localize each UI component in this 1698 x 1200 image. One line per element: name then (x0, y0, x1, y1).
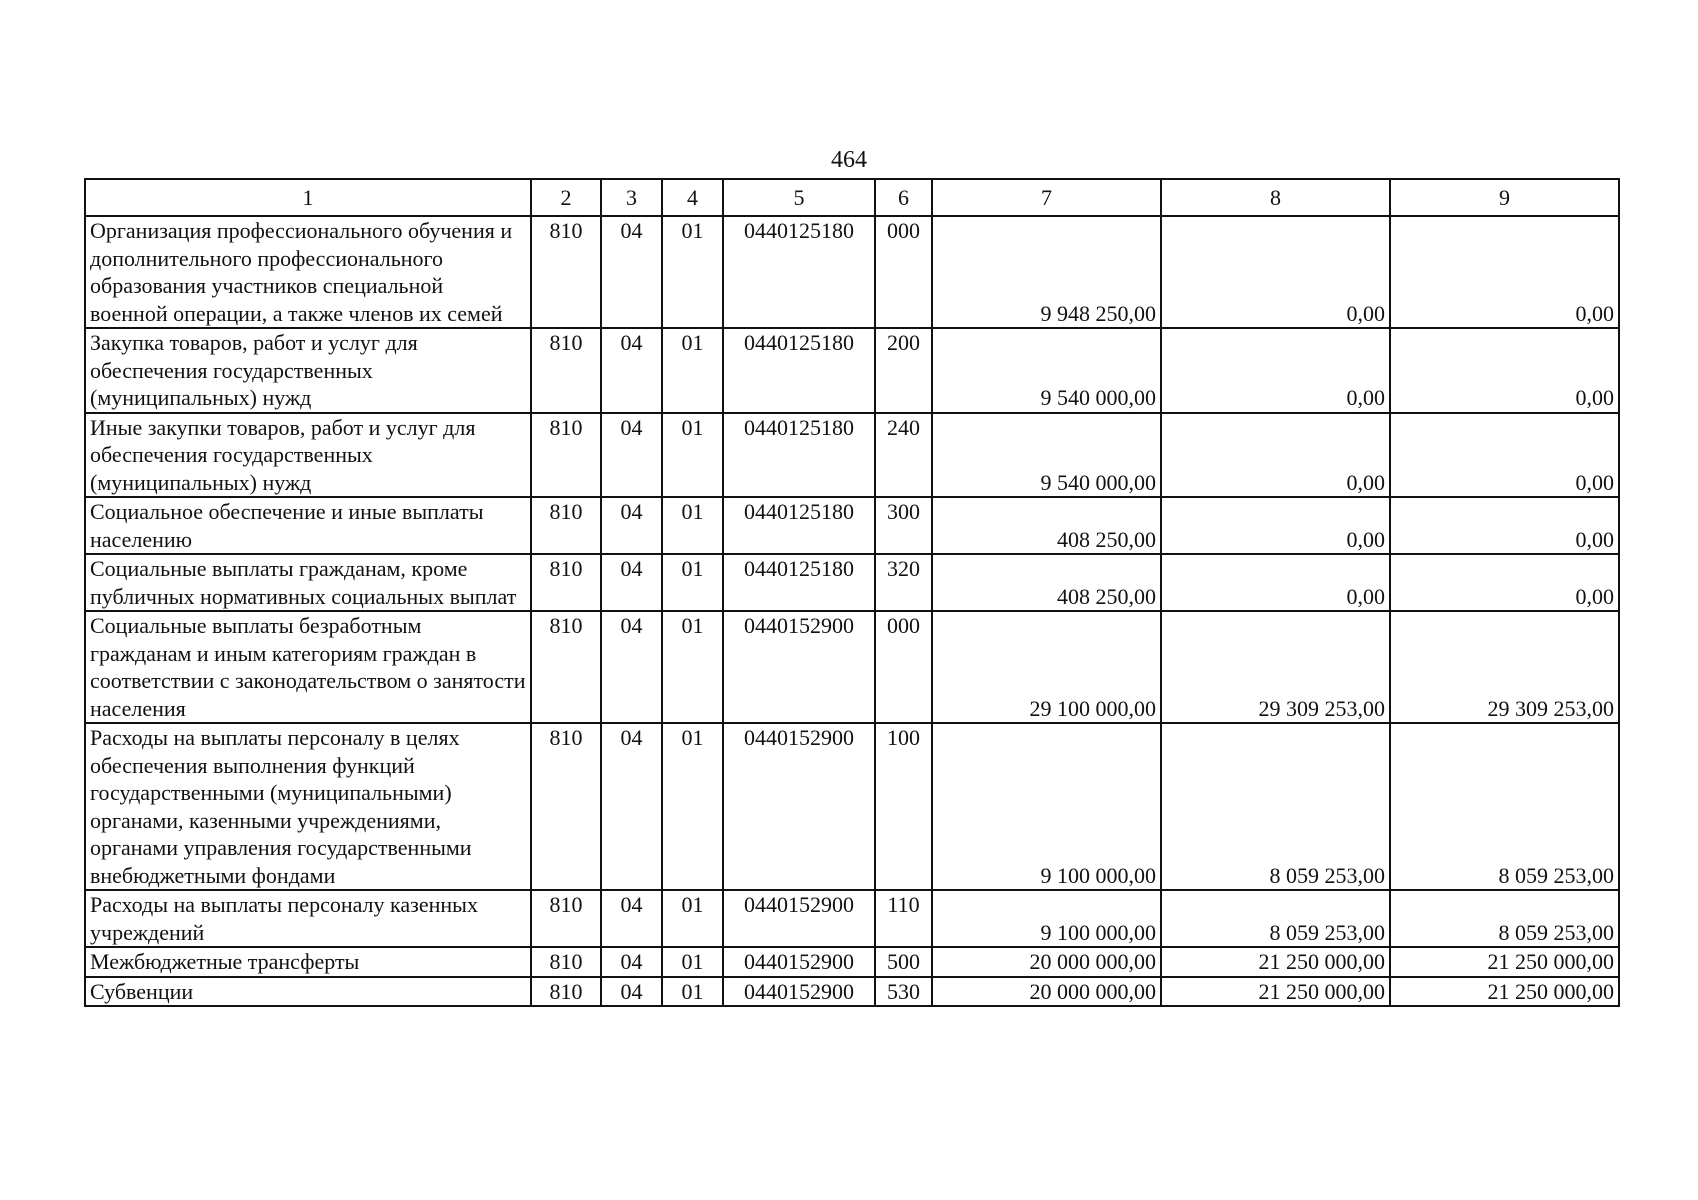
row-description: Социальные выплаты гражданам, кроме публичных нормативных социальных выплат (85, 554, 531, 611)
target-article-code: 0440152900 (723, 611, 875, 723)
subsection-code: 01 (662, 328, 723, 413)
expense-type-code: 110 (875, 890, 932, 947)
ministry-code: 810 (531, 413, 601, 498)
column-header: 5 (723, 179, 875, 216)
table-row (85, 723, 1619, 890)
subsection-code: 01 (662, 611, 723, 723)
subsection-code: 01 (662, 413, 723, 498)
amount-col7: 9 100 000,00 (932, 723, 1161, 890)
column-number-header-row (85, 179, 1619, 216)
section-code: 04 (601, 216, 662, 328)
subsection-code: 01 (662, 554, 723, 611)
row-description: Социальное обеспечение и иные выплаты населению (85, 497, 531, 554)
amount-col7: 408 250,00 (932, 497, 1161, 554)
table-row (85, 328, 1619, 413)
row-description: Социальные выплаты безработным гражданам и иным категориям граждан в соответствии с законодательством о занятости населения (85, 611, 531, 723)
section-code: 04 (601, 890, 662, 947)
section-code: 04 (601, 947, 662, 977)
expense-type-code: 000 (875, 216, 932, 328)
expense-type-code: 200 (875, 328, 932, 413)
amount-col9: 0,00 (1390, 554, 1619, 611)
ministry-code: 810 (531, 947, 601, 977)
subsection-code: 01 (662, 216, 723, 328)
amount-col7: 408 250,00 (932, 554, 1161, 611)
row-description: Расходы на выплаты персоналу казенных учреждений (85, 890, 531, 947)
amount-col8: 8 059 253,00 (1161, 723, 1390, 890)
amount-col8: 0,00 (1161, 216, 1390, 328)
ministry-code: 810 (531, 611, 601, 723)
amount-col9: 0,00 (1390, 497, 1619, 554)
table-row (85, 890, 1619, 947)
section-code: 04 (601, 413, 662, 498)
subsection-code: 01 (662, 977, 723, 1007)
expense-type-code: 530 (875, 977, 932, 1007)
expense-type-code: 300 (875, 497, 932, 554)
target-article-code: 0440125180 (723, 413, 875, 498)
amount-col8: 0,00 (1161, 413, 1390, 498)
expense-type-code: 100 (875, 723, 932, 890)
expense-type-code: 000 (875, 611, 932, 723)
amount-col9: 8 059 253,00 (1390, 723, 1619, 890)
row-description: Иные закупки товаров, работ и услуг для обеспечения государственных (муниципальных) нужд (85, 413, 531, 498)
column-header: 4 (662, 179, 723, 216)
subsection-code: 01 (662, 723, 723, 890)
expense-type-code: 320 (875, 554, 932, 611)
table-row (85, 413, 1619, 498)
ministry-code: 810 (531, 497, 601, 554)
ministry-code: 810 (531, 723, 601, 890)
section-code: 04 (601, 497, 662, 554)
target-article-code: 0440152900 (723, 723, 875, 890)
budget-table (84, 178, 1620, 1007)
section-code: 04 (601, 328, 662, 413)
amount-col9: 29 309 253,00 (1390, 611, 1619, 723)
subsection-code: 01 (662, 497, 723, 554)
amount-col9: 21 250 000,00 (1390, 947, 1619, 977)
column-header: 1 (85, 179, 531, 216)
target-article-code: 0440152900 (723, 947, 875, 977)
target-article-code: 0440152900 (723, 977, 875, 1007)
column-header: 8 (1161, 179, 1390, 216)
section-code: 04 (601, 611, 662, 723)
subsection-code: 01 (662, 890, 723, 947)
expense-type-code: 500 (875, 947, 932, 977)
column-header: 7 (932, 179, 1161, 216)
amount-col8: 0,00 (1161, 554, 1390, 611)
amount-col9: 0,00 (1390, 216, 1619, 328)
amount-col7: 9 948 250,00 (932, 216, 1161, 328)
table-row (85, 977, 1619, 1007)
amount-col9: 0,00 (1390, 413, 1619, 498)
target-article-code: 0440125180 (723, 216, 875, 328)
amount-col8: 8 059 253,00 (1161, 890, 1390, 947)
amount-col7: 9 540 000,00 (932, 328, 1161, 413)
amount-col9: 8 059 253,00 (1390, 890, 1619, 947)
amount-col7: 20 000 000,00 (932, 977, 1161, 1007)
table-row (85, 611, 1619, 723)
row-description: Межбюджетные трансферты (85, 947, 531, 977)
amount-col8: 0,00 (1161, 497, 1390, 554)
target-article-code: 0440125180 (723, 328, 875, 413)
ministry-code: 810 (531, 890, 601, 947)
section-code: 04 (601, 723, 662, 890)
amount-col8: 21 250 000,00 (1161, 977, 1390, 1007)
ministry-code: 810 (531, 554, 601, 611)
table-row (85, 497, 1619, 554)
column-header: 2 (531, 179, 601, 216)
page-number: 464 (831, 147, 867, 173)
amount-col8: 0,00 (1161, 328, 1390, 413)
table-row (85, 554, 1619, 611)
target-article-code: 0440152900 (723, 890, 875, 947)
row-description: Закупка товаров, работ и услуг для обеспечения государственных (муниципальных) нужд (85, 328, 531, 413)
column-header: 9 (1390, 179, 1619, 216)
row-description: Расходы на выплаты персоналу в целях обеспечения выполнения функций государственными (муниципальными) органами, казенными учреждениями, органами управления государственными внебюджетными фондами (85, 723, 531, 890)
row-description: Субвенции (85, 977, 531, 1007)
target-article-code: 0440125180 (723, 497, 875, 554)
table-row (85, 947, 1619, 977)
amount-col9: 21 250 000,00 (1390, 977, 1619, 1007)
amount-col7: 9 540 000,00 (932, 413, 1161, 498)
subsection-code: 01 (662, 947, 723, 977)
amount-col9: 0,00 (1390, 328, 1619, 413)
amount-col8: 21 250 000,00 (1161, 947, 1390, 977)
amount-col7: 9 100 000,00 (932, 890, 1161, 947)
expense-type-code: 240 (875, 413, 932, 498)
target-article-code: 0440125180 (723, 554, 875, 611)
ministry-code: 810 (531, 216, 601, 328)
table-row (85, 216, 1619, 328)
section-code: 04 (601, 977, 662, 1007)
ministry-code: 810 (531, 328, 601, 413)
amount-col8: 29 309 253,00 (1161, 611, 1390, 723)
column-header: 6 (875, 179, 932, 216)
ministry-code: 810 (531, 977, 601, 1007)
amount-col7: 20 000 000,00 (932, 947, 1161, 977)
column-header: 3 (601, 179, 662, 216)
section-code: 04 (601, 554, 662, 611)
row-description: Организация профессионального обучения и дополнительного профессионального образования участников специальной военной операции, а также членов их семей (85, 216, 531, 328)
amount-col7: 29 100 000,00 (932, 611, 1161, 723)
